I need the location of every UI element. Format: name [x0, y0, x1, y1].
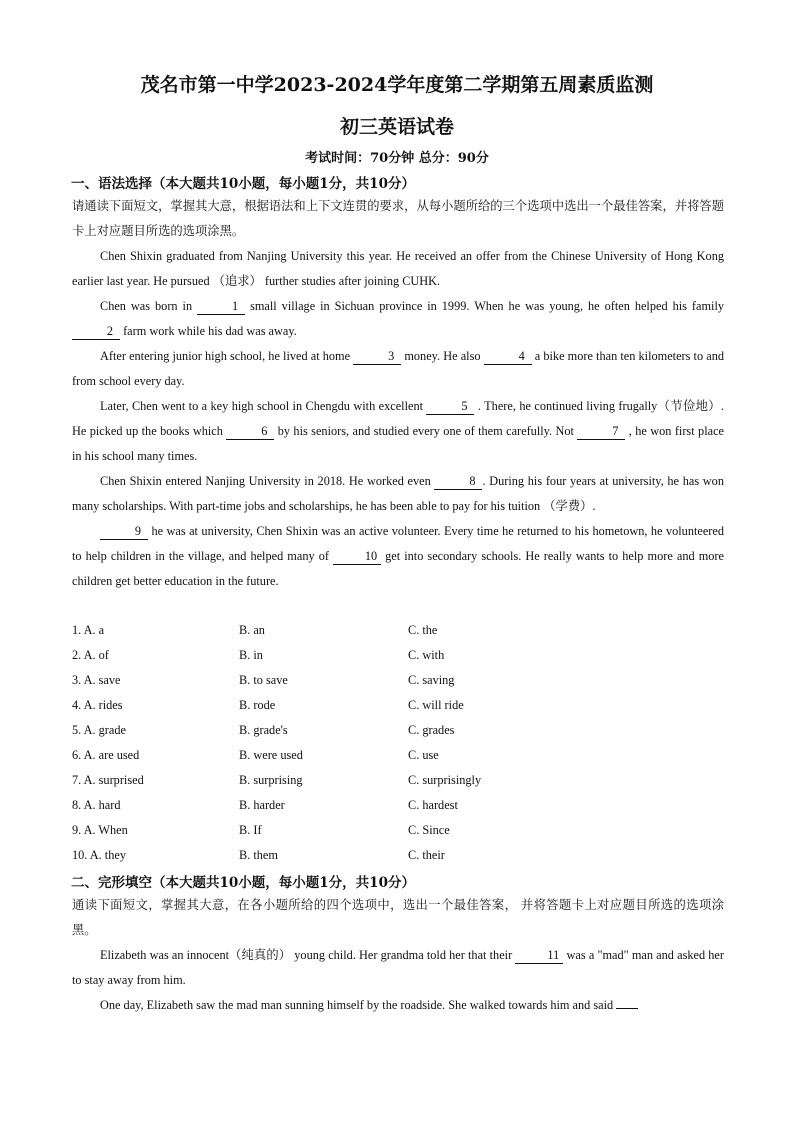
option-b: B. an — [239, 623, 265, 637]
exam-subtitle: 初三英语试卷 — [339, 116, 454, 138]
option-b: B. rode — [239, 698, 276, 712]
passage-paragraph: After entering junior high school, he lived at home 3 money. He also 4 a bike more than ten kilometers to and from school every day. — [72, 349, 724, 388]
passage-paragraph: Chen Shixin entered Nanjing University in 2018. He worked even 8 . During his four years at university, he has won many scholarships. With part-time jobs and scholarships, he has been able to pay for his tuition （学费）. — [72, 474, 724, 513]
blank-12 — [616, 1008, 638, 1009]
option-a: 8. A. hard — [72, 798, 121, 812]
section-2-heading: 二、完形填空（本大题共10小题，每小题1分，共10分） — [71, 875, 415, 891]
option-row — [72, 643, 712, 668]
blank-8: 8 — [434, 474, 482, 490]
blank-1: 1 — [197, 299, 245, 315]
blank-2: 2 — [72, 324, 120, 340]
option-a: 7. A. surprised — [72, 773, 144, 787]
option-row — [72, 718, 712, 743]
option-row — [72, 818, 712, 843]
option-c: C. saving — [408, 673, 455, 687]
option-row — [72, 793, 712, 818]
blank-6: 6 — [226, 424, 274, 440]
option-row — [72, 743, 712, 768]
option-b: B. to save — [239, 673, 288, 687]
option-row — [72, 843, 712, 868]
option-b: B. were used — [239, 748, 303, 762]
option-b: B. If — [239, 823, 262, 837]
option-c: C. grades — [408, 723, 455, 737]
blank-7: 7 — [577, 424, 625, 440]
exam-title: 茂名市第一中学2023-2024学年度第二学期第五周素质监测 — [140, 74, 654, 96]
option-c: C. will ride — [408, 698, 464, 712]
section-1-instruction: 请通读下面短文，掌握其大意，根据语法和上下文连贯的要求，从每小题所给的三个选项中选出一个最佳答案，并将答题卡上对应题目所选的选项涂黑。 — [72, 199, 724, 238]
passage-paragraph: Chen Shixin graduated from Nanjing University this year. He received an offer from the Chinese University of Hong Kong earlier last year. He pursued （追求） further studies after joining CUHK. — [72, 249, 724, 288]
exam-meta: 考试时间：70分钟 总分：90分 — [305, 151, 489, 166]
passage-paragraph: Elizabeth was an innocent（纯真的） young child. Her grandma told her that their 11 was a "mad" man and asked her to stay away from him. — [72, 948, 724, 987]
section-1-body — [72, 194, 724, 594]
blank-9: 9 — [100, 524, 148, 540]
section-2-instruction: 通读下面短文，掌握其大意，在各小题所给的四个选项中，选出一个最佳答案， 并将答题卡上对应题目所选的选项涂黑。 — [72, 898, 724, 937]
option-b: B. harder — [239, 798, 285, 812]
option-b: B. in — [239, 648, 263, 662]
option-a: 4. A. rides — [72, 698, 123, 712]
option-c: C. use — [408, 748, 439, 762]
option-a: 1. A. a — [72, 623, 105, 637]
option-c: C. their — [408, 848, 445, 862]
section-1-heading: 一、语法选择（本大题共10小题，每小题1分，共10分） — [71, 176, 415, 192]
option-c: C. the — [408, 623, 438, 637]
option-row — [72, 618, 712, 643]
option-a: 5. A. grade — [72, 723, 126, 737]
blank-11: 11 — [515, 948, 563, 964]
option-row — [72, 768, 712, 793]
passage-paragraph: Chen was born in 1 small village in Sichuan province in 1999. When he was young, he often helped his family 2 farm work while his dad was away. — [72, 294, 724, 344]
blank-4: 4 — [484, 349, 532, 365]
passage-paragraph: 9 he was at university, Chen Shixin was an active volunteer. Every time he returned to his hometown, he volunteered to help children in the village, and helped many of 10 get into secondary schools. He really wants to help more and more children get better education in the future. — [72, 524, 724, 588]
option-a: 2. A. of — [72, 648, 109, 662]
blank-3: 3 — [353, 349, 401, 365]
option-c: C. Since — [408, 823, 450, 837]
option-c: C. with — [408, 648, 445, 662]
passage-paragraph: One day, Elizabeth saw the mad man sunning himself by the roadside. She walked towards him and said — [72, 993, 724, 1018]
blank-5: 5 — [426, 399, 474, 415]
option-a: 6. A. are used — [72, 748, 140, 762]
option-b: B. surprising — [239, 773, 303, 787]
option-b: B. grade's — [239, 723, 288, 737]
option-a: 10. A. they — [72, 848, 126, 862]
option-c: C. hardest — [408, 798, 458, 812]
option-c: C. surprisingly — [408, 773, 482, 787]
option-b: B. them — [239, 848, 278, 862]
blank-10: 10 — [333, 549, 381, 565]
option-a: 9. A. When — [72, 823, 128, 837]
option-a: 3. A. save — [72, 673, 121, 687]
section-2-body — [72, 893, 724, 1018]
answer-options — [72, 618, 712, 868]
passage-paragraph: Later, Chen went to a key high school in Chengdu with excellent 5 . There, he continued living frugally（节俭地）. He picked up the books which 6 by his seniors, and studied every one of them carefully. Not 7 , he won first place in his school many times. — [72, 399, 724, 463]
option-row — [72, 693, 712, 718]
option-row — [72, 668, 712, 693]
